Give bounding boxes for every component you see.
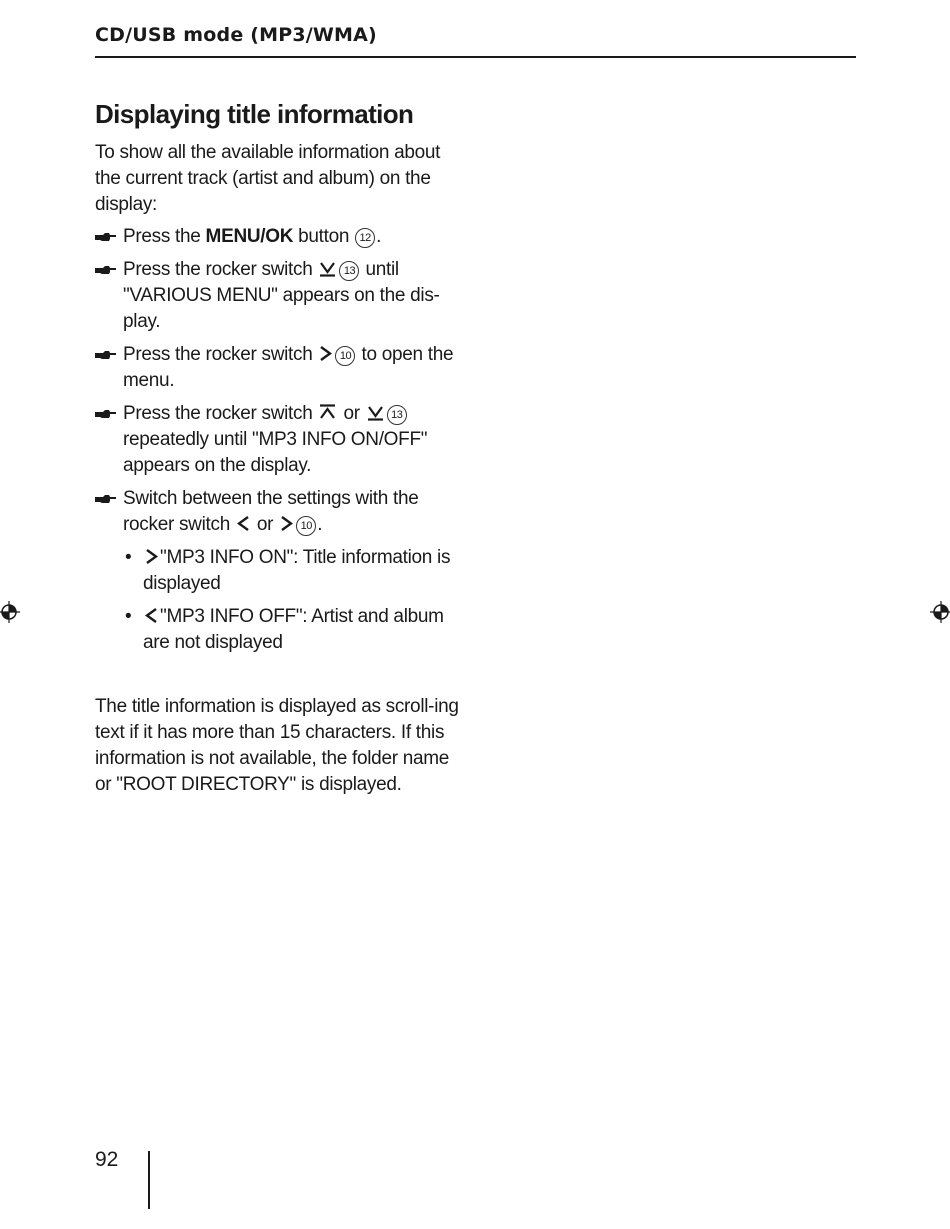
pointing-hand-icon: [95, 409, 117, 421]
rocker-left-icon: [237, 515, 250, 532]
rocker-down-icon: [367, 404, 384, 421]
step-4: [95, 401, 467, 479]
step-1-text-b: button: [293, 226, 355, 247]
step-5-or: or: [251, 514, 279, 535]
setting-options: [123, 545, 467, 656]
pointing-hand-icon: [95, 494, 117, 506]
step-4-ref-number: 13: [387, 405, 407, 425]
intro-paragraph: To show all the available information about the current track (artist and album) on the display:: [95, 142, 441, 215]
page-number: 92: [95, 1148, 119, 1171]
step-2-text-b: until "VARIOUS MENU" appears on the dis-play.: [123, 259, 440, 332]
option-info-on-text: "MP3 INFO ON": Title information is displayed: [143, 547, 451, 594]
registration-mark-icon: [930, 601, 950, 623]
section-title: Displaying title information: [95, 99, 414, 129]
option-info-off-text: "MP3 INFO OFF": Artist and album are not displayed: [143, 606, 444, 653]
menu-ok-label: MENU/OK: [205, 226, 294, 247]
main-content: [95, 98, 467, 798]
step-1-text-end: .: [376, 226, 382, 247]
step-3-text-b: to open the menu.: [123, 344, 454, 391]
option-info-on: [123, 545, 467, 597]
pointing-hand-icon: [95, 265, 117, 277]
step-5-text-a: Switch between the settings with the rocker switch: [123, 488, 419, 535]
rocker-right-icon: [145, 548, 158, 565]
rocker-right-icon: [280, 515, 293, 532]
step-4-text-b: repeatedly until "MP3 INFO ON/OFF" appears on the display.: [123, 429, 428, 476]
rocker-up-icon: [319, 404, 336, 421]
running-header: CD/USB mode (MP3/WMA): [95, 24, 377, 46]
footer-rule: [148, 1151, 150, 1209]
step-4-text-a: Press the rocker switch: [123, 403, 318, 424]
pointing-hand-icon: [95, 232, 117, 244]
step-1-text-a: Press the: [123, 226, 206, 247]
step-3-text-a: Press the rocker switch: [123, 344, 318, 365]
note-paragraph: The title information is displayed as scroll-ing text if it has more than 15 characters. If this information is not available, the folder name or "ROOT DIRECTORY" is displayed.: [95, 696, 459, 795]
step-3-ref-number: 10: [335, 346, 355, 366]
step-5-ref-number: 10: [296, 516, 316, 536]
step-2: [95, 257, 467, 335]
rocker-left-icon: [145, 607, 158, 624]
step-3: [95, 342, 467, 394]
option-info-off: [123, 604, 467, 656]
bullet: •: [125, 547, 132, 568]
step-2-text-a: Press the rocker switch: [123, 259, 318, 280]
rocker-down-icon: [319, 260, 336, 277]
registration-mark-icon: [0, 601, 20, 623]
step-4-or: or: [338, 403, 365, 424]
step-5: [95, 486, 467, 656]
step-5-text-end: .: [317, 514, 323, 535]
step-1: [95, 224, 467, 250]
step-1-ref-number: 12: [355, 228, 375, 248]
pointing-hand-icon: [95, 350, 117, 362]
instruction-steps: [95, 224, 467, 656]
step-2-ref-number: 13: [339, 261, 359, 281]
rocker-right-icon: [319, 345, 332, 362]
bullet: •: [125, 606, 132, 627]
header-rule: [95, 56, 856, 58]
